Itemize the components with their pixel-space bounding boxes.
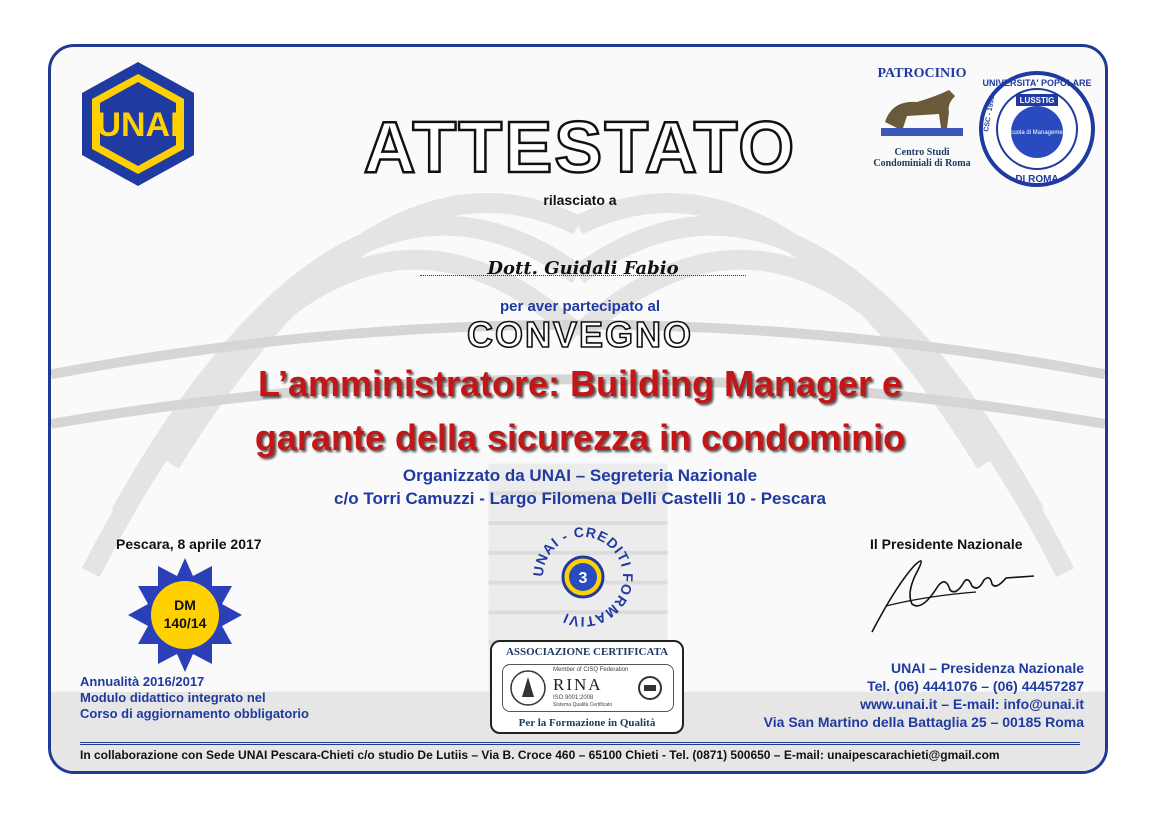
seal-left-text: CSC - 1993 xyxy=(983,95,997,133)
recipient-name: Dott. Guidali Fabio xyxy=(487,258,679,279)
cert-system: Sistema Qualità Certificato xyxy=(553,702,613,708)
phones: Tel. (06) 4441076 – (06) 44457287 xyxy=(867,678,1084,694)
certificate-title: ATTESTATO xyxy=(363,108,797,188)
centro-studi-line1: Centro Studi xyxy=(894,147,950,158)
cert-title: ASSOCIAZIONE CERTIFICATA xyxy=(505,646,669,658)
centro-studi-line2: Condominiali di Roma xyxy=(873,158,971,169)
cert-footer: Per la Formazione in Qualità xyxy=(518,717,656,729)
seal-bottom-text: DI ROMA xyxy=(1015,174,1059,185)
cert-iso: ISO 9001:2008 xyxy=(553,695,594,701)
module-line2: Corso di aggiornamento obbligatorio xyxy=(80,706,309,721)
footer-rule xyxy=(80,742,1080,745)
credits-badge-icon xyxy=(528,522,638,632)
seal-top-text: UNIVERSITA' POPOLARE xyxy=(982,78,1092,88)
unai-logo-icon xyxy=(78,60,198,188)
annuality: Annualità 2016/2017 xyxy=(80,674,205,689)
cert-brand: RINA xyxy=(553,675,603,694)
president-label: Il Presidente Nazionale xyxy=(870,536,1023,552)
she-wolf-icon xyxy=(877,82,967,142)
web-email: www.unai.it – E-mail: info@unai.it xyxy=(860,696,1084,712)
presidency: UNAI – Presidenza Nazionale xyxy=(891,660,1084,676)
annuality-block xyxy=(80,674,309,722)
patrocinio-block xyxy=(862,66,982,169)
dm-seal-line1: DM xyxy=(174,597,196,613)
unai-logo-text: UNAI xyxy=(96,106,180,144)
seal-center-text: Scuola di Management xyxy=(1006,130,1068,136)
participation-label: per aver partecipato al xyxy=(499,298,661,315)
lusstig-text: LUSSTIG xyxy=(1019,96,1055,105)
recipient-line xyxy=(420,258,746,278)
rina-emblem-icon xyxy=(509,669,547,707)
module-line1: Modulo didattico integrato nel xyxy=(80,690,266,705)
event-type: CONVEGNO xyxy=(466,314,694,355)
place-date: Pescara, 8 aprile 2017 xyxy=(116,536,262,552)
dm-seal-icon xyxy=(126,556,244,674)
rina-logo xyxy=(502,664,674,712)
issued-to-label: rilasciato a xyxy=(543,192,617,208)
organizer-line2: c/o Torri Camuzzi - Largo Filomena Delli Castelli 10 - Pescara xyxy=(334,489,826,508)
credits-value: 3 xyxy=(578,570,588,587)
cert-member: Member of CISQ Federation xyxy=(553,667,629,673)
university-seal-icon xyxy=(978,70,1096,188)
president-signature-icon xyxy=(866,546,1046,636)
presidency-block xyxy=(764,659,1084,731)
event-title-line2: garante della sicurezza in condominio xyxy=(254,417,906,458)
footer-collaboration: In collaborazione con Sede UNAI Pescara-Chieti c/o studio De Lutiis – Via B. Croce 460 – 65100 Chieti - Tel. (0871) 500650 – E-mail: unaipescarachieti@gmail.com xyxy=(80,748,1000,762)
event-title-line1: L’amministratore: Building Manager e xyxy=(257,363,903,404)
address: Via San Martino della Battaglia 25 – 00185 Roma xyxy=(763,714,1084,730)
certification-box xyxy=(490,640,684,734)
cisq-icon xyxy=(637,675,663,701)
credits-ring-text: UNAI - CREDITI FORMATIVI xyxy=(529,523,637,631)
organizer-line1: Organizzato da UNAI – Segreteria Nazionale xyxy=(402,466,758,485)
patrocinio-label: PATROCINIO xyxy=(877,66,967,81)
dm-seal-line2: 140/14 xyxy=(163,615,207,631)
